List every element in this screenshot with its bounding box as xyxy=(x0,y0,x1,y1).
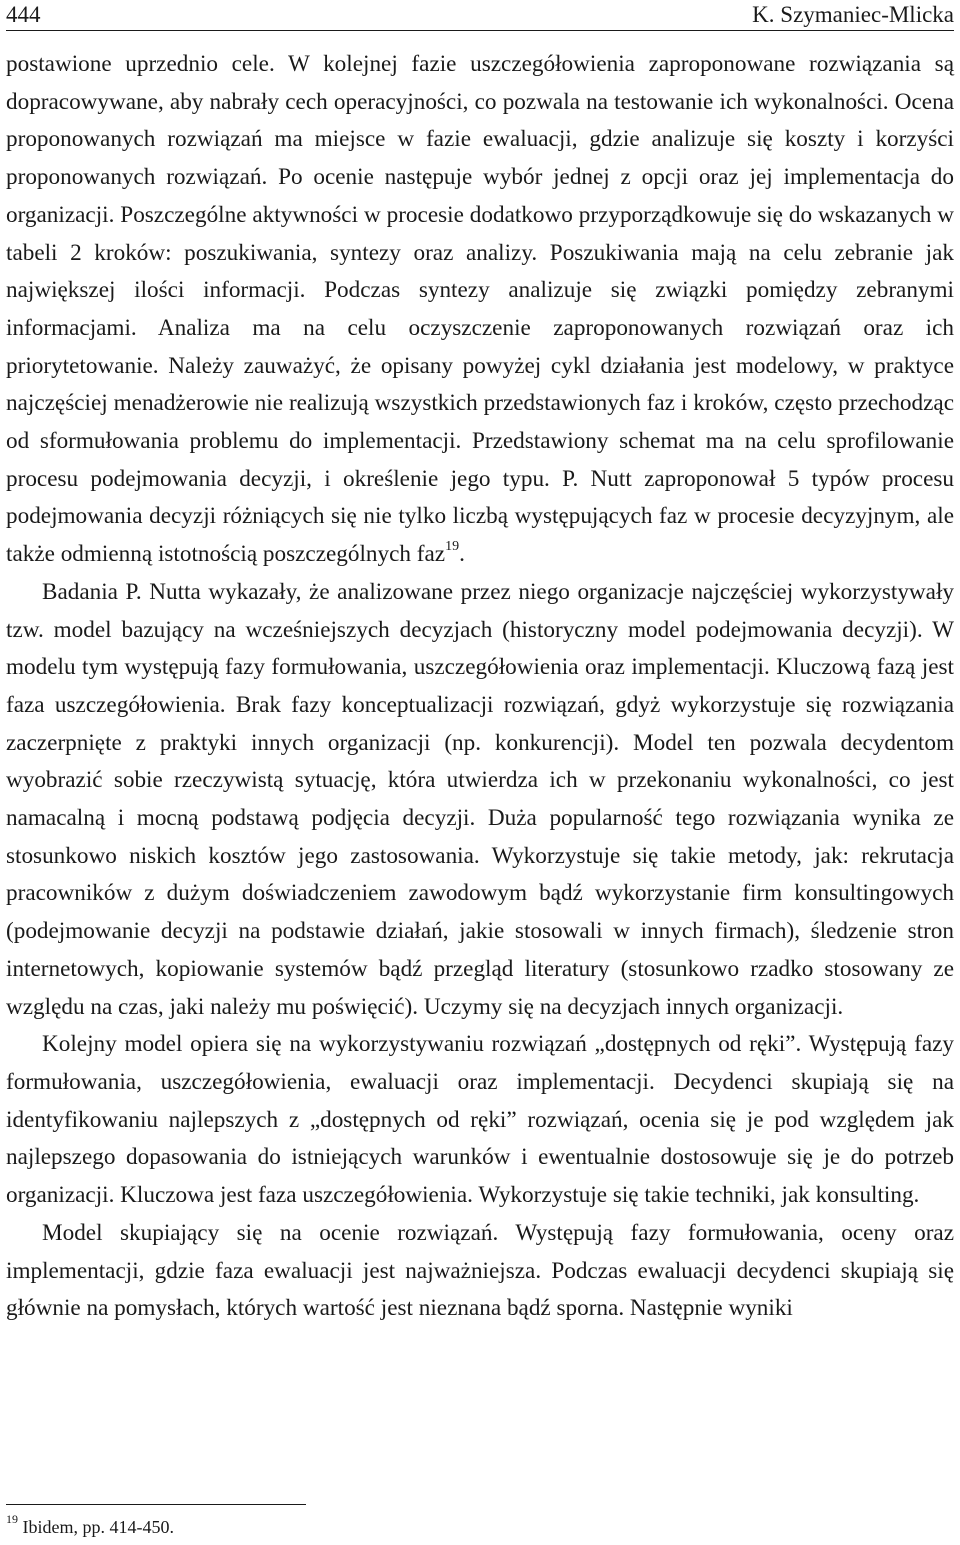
running-header xyxy=(6,0,954,31)
running-title: K. Szymaniec-Mlicka xyxy=(752,2,954,27)
paragraph-text: postawione uprzednio cele. W kolejnej fazie uszczegółowienia zaproponowane rozwiązania są dopracowywane, aby nabrały cech operacyjności, co pozwala na testowanie ich wykonalności. Ocena proponowanych rozwiązań ma miejsce w fazie ewaluacji, gdzie analizuje się koszty i korzyści proponowanych rozwiązań. Po ocenie następuje wybór jednej z opcji oraz jej implementacja do organizacji. Poszczególne aktywności w procesie dodatkowo przyporządkowuje się do wskazanych w tabeli 2 kroków: poszukiwania, syntezy oraz analizy. Poszukiwania mają na celu zebranie jak największej ilości informacji. Podczas syntezy analizuje się związki pomiędzy zebranymi informacjami. Analiza ma na celu oczyszczenie zaproponowanych rozwiązań oraz ich priorytetowanie. Należy zauważyć, że opisany powyżej cykl działania jest modelowy, w praktyce najczęściej menadżerowie nie realizują wszystkich przedstawionych faz i kroków, często przechodząc od sformułowania problemu do implementacji. Przedstawiony schemat ma na celu sprofilowanie procesu podejmowania decyzji, i określenie jego typu. P. Nutt zaproponował 5 typów procesu podejmowania decyzji różniących się nie tylko liczbą występujących faz w procesie decyzyjnym, ale także odmienną istotnością poszczególnych faz xyxy=(6,51,954,568)
footnote-number: 19 xyxy=(6,1512,18,1526)
paragraph-evaluation-model: Model skupiający się na ocenie rozwiązań. Występują fazy formułowania, oceny oraz implementacji, gdzie faza ewaluacji jest najważniejsza. Podczas ewaluacji decydenci skupiają się głównie na pomysłach, których wartość jest nieznana bądź sporna. Następnie wyniki xyxy=(6,1219,954,1322)
footnote-reference[interactable]: 19 xyxy=(445,539,460,555)
paragraph-ready-solutions-model: Kolejny model opiera się na wykorzystywaniu rozwiązań „dostępnych od ręki”. Występują fazy formułowania, uszczegółowienia, ewaluacji oraz implementacji. Decydenci skupiają się na identyfikowaniu najlepszych z „dostępnych od ręki” rozwiązań, ocenia się je pod względem jak najlepszego dopasowania do istniejących warunków i ewentualnie dostosowuje się je do potrzeb organizacji. Kluczowa jest faza uszczegółowienia. Wykorzystuje się takie techniki, jak konsulting. xyxy=(6,1031,954,1209)
footnote-separator xyxy=(6,1504,306,1505)
footnote-text: Ibidem, pp. 414-450. xyxy=(22,1517,174,1537)
footnote xyxy=(6,1512,174,1539)
page-number: 444 xyxy=(6,2,41,27)
paragraph-nutt-research: Badania P. Nutta wykazały, że analizowane przez niego organizacje najczęściej wykorzystywały tzw. model bazujący na wcześniejszych decyzjach (historyczny model podejmowania decyzji). W modelu tym występują fazy formułowania, uszczegółowienia oraz implementacji. Kluczową fazą jest faza uszczegółowienia. Brak fazy konceptualizacji rozwiązań, gdyż wykorzystuje się rozwiązania zaczerpnięte z praktyki innych organizacji (np. konkurencji). Model ten pozwala decydentom wyobrazić sobie rzeczywistą sytuację, która utwierdza ich w przekonaniu wykonalności, co jest namacalną i mocną podstawą podjęcia decyzji. Duża popularność tego rozwiązania wynika ze stosunkowo niskich kosztów jego zastosowania. Wykorzystuje się takie metody, jak: rekrutacja pracowników z dużym doświadczeniem zawodowym bądź wykorzystanie firm konsultingowych (podejmowanie decyzji na podstawie działań, jakie stosowali w innych firmach), śledzenie stron internetowych, kopiowanie systemów bądź przegląd literatury (stosunkowo rzadko stosowany ze względu na czas, jaki należy mu poświęcić). Uczymy się na decyzjach innych organizacji. xyxy=(6,578,954,1020)
paragraph-end-punctuation: . xyxy=(459,541,465,568)
body-text xyxy=(6,46,954,1328)
paragraph-continuation xyxy=(6,46,954,574)
